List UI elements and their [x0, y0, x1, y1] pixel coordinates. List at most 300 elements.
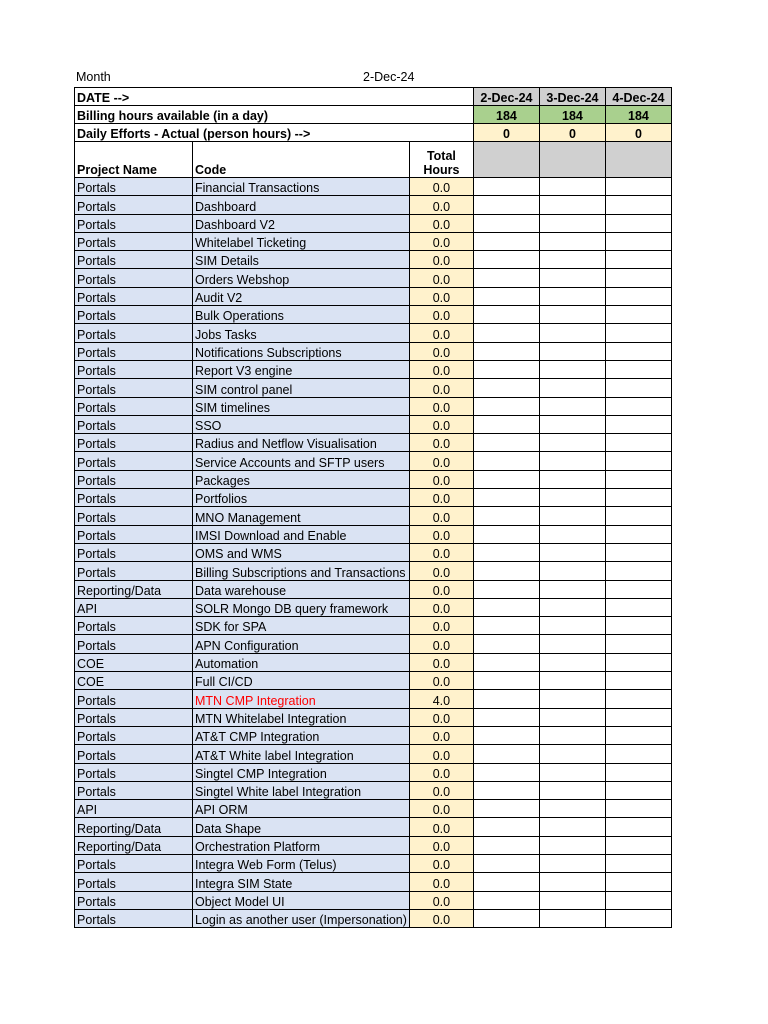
project-name-cell[interactable]: Portals	[75, 470, 193, 488]
code-cell[interactable]: Audit V2	[193, 287, 410, 305]
total-hours-cell[interactable]: 0.0	[409, 543, 473, 561]
table-row	[75, 397, 672, 415]
day-hours-cell[interactable]	[539, 800, 605, 818]
total-hours-cell[interactable]: 0.0	[409, 909, 473, 927]
code-cell[interactable]: AT&T CMP Integration	[193, 726, 410, 744]
day-hours-cell[interactable]	[473, 818, 539, 836]
code-cell[interactable]: SIM control panel	[193, 379, 410, 397]
date-row	[75, 88, 672, 106]
day-hours-cell[interactable]	[473, 434, 539, 452]
table-row	[75, 653, 672, 671]
total-hours-cell[interactable]: 0.0	[409, 525, 473, 543]
day-hours-cell[interactable]	[539, 836, 605, 854]
code-cell[interactable]: Report V3 engine	[193, 360, 410, 378]
project-name-cell[interactable]: Portals	[75, 635, 193, 653]
total-hours-cell[interactable]: 0.0	[409, 342, 473, 360]
code-cell[interactable]: IMSI Download and Enable	[193, 525, 410, 543]
day-hours-cell[interactable]	[539, 214, 605, 232]
code-cell[interactable]: Packages	[193, 470, 410, 488]
total-hours-cell[interactable]: 0.0	[409, 489, 473, 507]
project-name-cell[interactable]: Portals	[75, 690, 193, 708]
project-name-cell[interactable]: Portals	[75, 379, 193, 397]
table-row	[75, 178, 672, 196]
total-hours-cell[interactable]: 0.0	[409, 653, 473, 671]
day-hours-cell[interactable]	[473, 324, 539, 342]
code-cell[interactable]: Billing Subscriptions and Transactions	[193, 562, 410, 580]
day-hours-cell[interactable]	[605, 763, 671, 781]
code-cell[interactable]: MTN Whitelabel Integration	[193, 708, 410, 726]
day-hours-cell[interactable]	[473, 525, 539, 543]
code-cell[interactable]: Singtel White label Integration	[193, 781, 410, 799]
total-hours-cell[interactable]: 0.0	[409, 397, 473, 415]
total-hours-cell[interactable]: 4.0	[409, 690, 473, 708]
project-name-cell[interactable]: Reporting/Data	[75, 580, 193, 598]
day-hours-cell[interactable]	[539, 379, 605, 397]
day-hours-cell[interactable]	[605, 178, 671, 196]
table-row	[75, 818, 672, 836]
day-hours-cell[interactable]	[473, 251, 539, 269]
day-hours-cell[interactable]	[605, 470, 671, 488]
day-hours-cell[interactable]	[605, 708, 671, 726]
day-hours-cell[interactable]	[473, 306, 539, 324]
project-name-cell[interactable]: Portals	[75, 415, 193, 433]
table-row	[75, 342, 672, 360]
project-name-cell[interactable]: COE	[75, 672, 193, 690]
month-value[interactable]: 2-Dec-24	[363, 70, 415, 84]
table-row	[75, 269, 672, 287]
code-cell[interactable]: SDK for SPA	[193, 617, 410, 635]
day-hours-cell[interactable]	[473, 562, 539, 580]
day-hours-cell[interactable]	[539, 781, 605, 799]
day-hours-cell[interactable]	[539, 269, 605, 287]
day-hours-cell[interactable]	[605, 232, 671, 250]
day-hours-cell[interactable]	[539, 397, 605, 415]
table-row	[75, 617, 672, 635]
total-hours-cell[interactable]: 0.0	[409, 415, 473, 433]
total-hours-cell[interactable]: 0.0	[409, 854, 473, 872]
day-hours-cell[interactable]	[473, 635, 539, 653]
daily-efforts-cell[interactable]: 0	[473, 124, 539, 142]
total-hours-cell[interactable]: 0.0	[409, 360, 473, 378]
total-hours-cell[interactable]: 0.0	[409, 891, 473, 909]
day-hours-cell[interactable]	[473, 690, 539, 708]
project-name-cell[interactable]: Portals	[75, 873, 193, 891]
table-row	[75, 434, 672, 452]
code-cell[interactable]: SOLR Mongo DB query framework	[193, 598, 410, 616]
total-hours-cell[interactable]: 0.0	[409, 269, 473, 287]
day-hours-cell[interactable]	[539, 763, 605, 781]
day-hours-cell[interactable]	[473, 800, 539, 818]
project-name-cell[interactable]: Portals	[75, 781, 193, 799]
project-name-cell[interactable]: Portals	[75, 434, 193, 452]
project-name-cell[interactable]: Portals	[75, 909, 193, 927]
day-hours-cell[interactable]	[605, 196, 671, 214]
day-hours-cell[interactable]	[539, 470, 605, 488]
day-hours-cell[interactable]	[605, 452, 671, 470]
table-row	[75, 873, 672, 891]
project-name-cell[interactable]: Portals	[75, 360, 193, 378]
table-row	[75, 251, 672, 269]
column-header-row	[75, 142, 672, 178]
project-name-cell[interactable]: Portals	[75, 232, 193, 250]
project-name-cell[interactable]: API	[75, 800, 193, 818]
total-hours-cell[interactable]: 0.0	[409, 214, 473, 232]
day-hours-cell[interactable]	[605, 598, 671, 616]
code-cell[interactable]: SIM Details	[193, 251, 410, 269]
day-hours-cell[interactable]	[605, 306, 671, 324]
date-cell[interactable]: 2-Dec-24	[473, 88, 539, 106]
day-hours-cell[interactable]	[539, 306, 605, 324]
code-cell[interactable]: Whitelabel Ticketing	[193, 232, 410, 250]
billing-hours-cell[interactable]: 184	[539, 106, 605, 124]
table-row	[75, 598, 672, 616]
day-hours-cell[interactable]	[605, 342, 671, 360]
code-cell[interactable]: Data Shape	[193, 818, 410, 836]
table-row	[75, 672, 672, 690]
total-hours-cell[interactable]: 0.0	[409, 287, 473, 305]
billing-hours-cell[interactable]: 184	[473, 106, 539, 124]
total-hours-cell[interactable]: 0.0	[409, 178, 473, 196]
total-hours-cell[interactable]: 0.0	[409, 818, 473, 836]
day-hours-cell[interactable]	[539, 818, 605, 836]
table-row	[75, 507, 672, 525]
day-hours-cell[interactable]	[605, 379, 671, 397]
day-hours-cell[interactable]	[473, 891, 539, 909]
project-name-cell[interactable]: Portals	[75, 306, 193, 324]
day-hours-cell[interactable]	[473, 598, 539, 616]
date-cell[interactable]: 3-Dec-24	[539, 88, 605, 106]
day-hours-cell[interactable]	[473, 452, 539, 470]
table-row	[75, 708, 672, 726]
table-row	[75, 415, 672, 433]
project-name-cell[interactable]: Portals	[75, 726, 193, 744]
day-hours-cell[interactable]	[605, 873, 671, 891]
total-hours-cell[interactable]: 0.0	[409, 507, 473, 525]
day-hours-cell[interactable]	[539, 489, 605, 507]
day-hours-cell[interactable]	[473, 909, 539, 927]
code-cell[interactable]: AT&T White label Integration	[193, 745, 410, 763]
day-hours-cell[interactable]	[473, 763, 539, 781]
day-hours-cell[interactable]	[539, 690, 605, 708]
total-hours-cell[interactable]: 0.0	[409, 617, 473, 635]
total-hours-cell[interactable]: 0.0	[409, 800, 473, 818]
project-name-cell[interactable]: Portals	[75, 287, 193, 305]
day-hours-cell[interactable]	[539, 617, 605, 635]
day-hours-cell[interactable]	[473, 672, 539, 690]
day-hours-cell[interactable]	[539, 708, 605, 726]
total-hours-cell[interactable]: 0.0	[409, 452, 473, 470]
day-hours-cell[interactable]	[473, 873, 539, 891]
project-name-cell[interactable]: Portals	[75, 543, 193, 561]
column-header-project-name: Project Name	[75, 142, 193, 178]
day-hours-cell[interactable]	[539, 324, 605, 342]
daily-efforts-cell[interactable]: 0	[539, 124, 605, 142]
project-name-cell[interactable]: Portals	[75, 342, 193, 360]
day-hours-cell[interactable]	[539, 562, 605, 580]
project-name-cell[interactable]: Portals	[75, 525, 193, 543]
total-hours-cell[interactable]: 0.0	[409, 470, 473, 488]
code-cell[interactable]: APN Configuration	[193, 635, 410, 653]
day-hours-cell[interactable]	[539, 342, 605, 360]
day-hours-cell[interactable]	[605, 415, 671, 433]
total-hours-cell[interactable]: 0.0	[409, 873, 473, 891]
total-hours-cell[interactable]: 0.0	[409, 379, 473, 397]
project-name-cell[interactable]: Portals	[75, 891, 193, 909]
day-hours-cell[interactable]	[539, 452, 605, 470]
project-name-cell[interactable]: Portals	[75, 196, 193, 214]
total-hours-cell[interactable]: 0.0	[409, 196, 473, 214]
day-hours-cell[interactable]	[605, 525, 671, 543]
table-row	[75, 781, 672, 799]
code-cell[interactable]: Orchestration Platform	[193, 836, 410, 854]
project-name-cell[interactable]: Portals	[75, 397, 193, 415]
table-row	[75, 379, 672, 397]
day-hours-cell[interactable]	[605, 214, 671, 232]
day-hours-cell[interactable]	[605, 507, 671, 525]
day-hours-cell[interactable]	[539, 525, 605, 543]
code-cell[interactable]: Service Accounts and SFTP users	[193, 452, 410, 470]
total-hours-cell[interactable]: 0.0	[409, 836, 473, 854]
total-hours-cell[interactable]: 0.0	[409, 562, 473, 580]
project-name-cell[interactable]: Portals	[75, 763, 193, 781]
day-hours-cell[interactable]	[473, 617, 539, 635]
day-hours-cell[interactable]	[605, 818, 671, 836]
code-cell[interactable]: Integra Web Form (Telus)	[193, 854, 410, 872]
billing-hours-cell[interactable]: 184	[605, 106, 671, 124]
code-cell[interactable]: Singtel CMP Integration	[193, 763, 410, 781]
code-cell[interactable]: Dashboard V2	[193, 214, 410, 232]
day-hours-cell[interactable]	[473, 489, 539, 507]
day-hours-cell[interactable]	[539, 854, 605, 872]
code-cell[interactable]: MNO Management	[193, 507, 410, 525]
day-hours-cell[interactable]	[539, 415, 605, 433]
day-hours-cell[interactable]	[539, 745, 605, 763]
day-hours-cell[interactable]	[605, 726, 671, 744]
project-name-cell[interactable]: Portals	[75, 745, 193, 763]
day-hours-cell[interactable]	[473, 342, 539, 360]
day-hours-cell[interactable]	[539, 672, 605, 690]
project-name-cell[interactable]: Portals	[75, 507, 193, 525]
total-hours-cell[interactable]: 0.0	[409, 232, 473, 250]
table-row	[75, 580, 672, 598]
day-hours-cell[interactable]	[605, 324, 671, 342]
table-row	[75, 324, 672, 342]
day-hours-cell[interactable]	[605, 653, 671, 671]
total-hours-cell[interactable]: 0.0	[409, 434, 473, 452]
project-name-cell[interactable]: Portals	[75, 214, 193, 232]
day-hours-cell[interactable]	[539, 360, 605, 378]
day-hours-cell[interactable]	[473, 781, 539, 799]
day-hours-cell[interactable]	[473, 287, 539, 305]
total-hours-cell[interactable]: 0.0	[409, 726, 473, 744]
day-hours-cell[interactable]	[605, 489, 671, 507]
project-name-cell[interactable]: Reporting/Data	[75, 818, 193, 836]
project-name-cell[interactable]: Portals	[75, 489, 193, 507]
day-hours-cell[interactable]	[473, 653, 539, 671]
day-hours-cell[interactable]	[473, 269, 539, 287]
total-hours-cell[interactable]: 0.0	[409, 324, 473, 342]
day-hours-cell[interactable]	[605, 543, 671, 561]
project-name-cell[interactable]: Portals	[75, 617, 193, 635]
code-cell[interactable]: Object Model UI	[193, 891, 410, 909]
total-hours-cell[interactable]: 0.0	[409, 763, 473, 781]
table-row	[75, 763, 672, 781]
project-name-cell[interactable]: Portals	[75, 452, 193, 470]
day-hours-cell[interactable]	[539, 251, 605, 269]
day-hours-cell[interactable]	[539, 196, 605, 214]
date-label: DATE -->	[75, 88, 474, 106]
day-hours-cell[interactable]	[605, 800, 671, 818]
day-hours-cell[interactable]	[605, 854, 671, 872]
daily-efforts-label: Daily Efforts - Actual (person hours) -->	[75, 124, 474, 142]
column-header-total-hours: Total Hours	[409, 142, 473, 178]
code-cell[interactable]: Radius and Netflow Visualisation	[193, 434, 410, 452]
day-hours-cell[interactable]	[539, 726, 605, 744]
day-hours-cell[interactable]	[473, 470, 539, 488]
day-hours-cell[interactable]	[473, 726, 539, 744]
table-row	[75, 543, 672, 561]
day-hours-cell[interactable]	[605, 287, 671, 305]
table-row	[75, 745, 672, 763]
day-hours-cell[interactable]	[605, 251, 671, 269]
day-hours-cell[interactable]	[473, 836, 539, 854]
day-hours-cell[interactable]	[605, 635, 671, 653]
day-hours-cell[interactable]	[539, 653, 605, 671]
table-row	[75, 562, 672, 580]
project-name-cell[interactable]: Portals	[75, 708, 193, 726]
month-label: Month	[76, 70, 111, 84]
code-cell[interactable]: Integra SIM State	[193, 873, 410, 891]
project-name-cell[interactable]: Portals	[75, 269, 193, 287]
project-name-cell[interactable]: Portals	[75, 562, 193, 580]
total-hours-cell[interactable]: 0.0	[409, 598, 473, 616]
month-row	[76, 70, 692, 86]
day-header-blank	[539, 142, 605, 178]
project-name-cell[interactable]: API	[75, 598, 193, 616]
project-name-cell[interactable]: COE	[75, 653, 193, 671]
total-hours-cell[interactable]: 0.0	[409, 251, 473, 269]
code-cell[interactable]: Bulk Operations	[193, 306, 410, 324]
project-name-cell[interactable]: Reporting/Data	[75, 836, 193, 854]
total-hours-cell[interactable]: 0.0	[409, 745, 473, 763]
day-header-blank	[605, 142, 671, 178]
day-hours-cell[interactable]	[605, 836, 671, 854]
day-hours-cell[interactable]	[605, 562, 671, 580]
day-hours-cell[interactable]	[539, 580, 605, 598]
total-hours-cell[interactable]: 0.0	[409, 672, 473, 690]
day-hours-cell[interactable]	[473, 232, 539, 250]
code-cell[interactable]: Notifications Subscriptions	[193, 342, 410, 360]
day-hours-cell[interactable]	[605, 397, 671, 415]
total-hours-cell[interactable]: 0.0	[409, 781, 473, 799]
day-hours-cell[interactable]	[605, 690, 671, 708]
table-row	[75, 909, 672, 927]
total-hours-cell[interactable]: 0.0	[409, 306, 473, 324]
day-hours-cell[interactable]	[539, 434, 605, 452]
day-hours-cell[interactable]	[605, 269, 671, 287]
day-hours-cell[interactable]	[539, 598, 605, 616]
day-hours-cell[interactable]	[473, 507, 539, 525]
day-hours-cell[interactable]	[473, 543, 539, 561]
day-hours-cell[interactable]	[539, 873, 605, 891]
daily-efforts-cell[interactable]: 0	[605, 124, 671, 142]
day-hours-cell[interactable]	[605, 745, 671, 763]
code-cell[interactable]: Full CI/CD	[193, 672, 410, 690]
code-cell[interactable]: OMS and WMS	[193, 543, 410, 561]
day-hours-cell[interactable]	[605, 434, 671, 452]
day-hours-cell[interactable]	[473, 580, 539, 598]
day-hours-cell[interactable]	[473, 397, 539, 415]
total-hours-cell[interactable]: 0.0	[409, 635, 473, 653]
daily-efforts-row	[75, 124, 672, 142]
day-hours-cell[interactable]	[605, 617, 671, 635]
day-hours-cell[interactable]	[539, 507, 605, 525]
code-cell[interactable]: Financial Transactions	[193, 178, 410, 196]
day-hours-cell[interactable]	[473, 379, 539, 397]
day-hours-cell[interactable]	[605, 909, 671, 927]
code-cell[interactable]: Orders Webshop	[193, 269, 410, 287]
code-cell[interactable]: SIM timelines	[193, 397, 410, 415]
project-name-cell[interactable]: Portals	[75, 178, 193, 196]
table-row	[75, 836, 672, 854]
project-name-cell[interactable]: Portals	[75, 251, 193, 269]
project-name-cell[interactable]: Portals	[75, 854, 193, 872]
day-hours-cell[interactable]	[605, 781, 671, 799]
code-cell[interactable]: Portfolios	[193, 489, 410, 507]
day-hours-cell[interactable]	[539, 891, 605, 909]
day-hours-cell[interactable]	[473, 178, 539, 196]
day-hours-cell[interactable]	[473, 745, 539, 763]
code-cell[interactable]: Dashboard	[193, 196, 410, 214]
code-cell[interactable]: MTN CMP Integration	[193, 690, 410, 708]
day-hours-cell[interactable]	[605, 672, 671, 690]
total-hours-cell[interactable]: 0.0	[409, 580, 473, 598]
day-hours-cell[interactable]	[473, 196, 539, 214]
day-hours-cell[interactable]	[473, 360, 539, 378]
day-header-blank	[473, 142, 539, 178]
billing-hours-label: Billing hours available (in a day)	[75, 106, 474, 124]
day-hours-cell[interactable]	[539, 909, 605, 927]
code-cell[interactable]: Data warehouse	[193, 580, 410, 598]
day-hours-cell[interactable]	[473, 214, 539, 232]
table-row	[75, 360, 672, 378]
total-hours-cell[interactable]: 0.0	[409, 708, 473, 726]
code-cell[interactable]: Login as another user (Impersonation)	[193, 909, 410, 927]
code-cell[interactable]: Automation	[193, 653, 410, 671]
day-hours-cell[interactable]	[539, 635, 605, 653]
day-hours-cell[interactable]	[473, 854, 539, 872]
date-cell[interactable]: 4-Dec-24	[605, 88, 671, 106]
code-cell[interactable]: SSO	[193, 415, 410, 433]
code-cell[interactable]: API ORM	[193, 800, 410, 818]
column-header-code: Code	[193, 142, 410, 178]
day-hours-cell[interactable]	[539, 543, 605, 561]
table-row	[75, 196, 672, 214]
day-hours-cell[interactable]	[473, 708, 539, 726]
table-row	[75, 635, 672, 653]
table-row	[75, 726, 672, 744]
code-cell[interactable]: Jobs Tasks	[193, 324, 410, 342]
day-hours-cell[interactable]	[605, 891, 671, 909]
day-hours-cell[interactable]	[473, 415, 539, 433]
day-hours-cell[interactable]	[539, 287, 605, 305]
day-hours-cell[interactable]	[539, 232, 605, 250]
day-hours-cell[interactable]	[605, 580, 671, 598]
table-row	[75, 525, 672, 543]
project-name-cell[interactable]: Portals	[75, 324, 193, 342]
day-hours-cell[interactable]	[605, 360, 671, 378]
day-hours-cell[interactable]	[539, 178, 605, 196]
